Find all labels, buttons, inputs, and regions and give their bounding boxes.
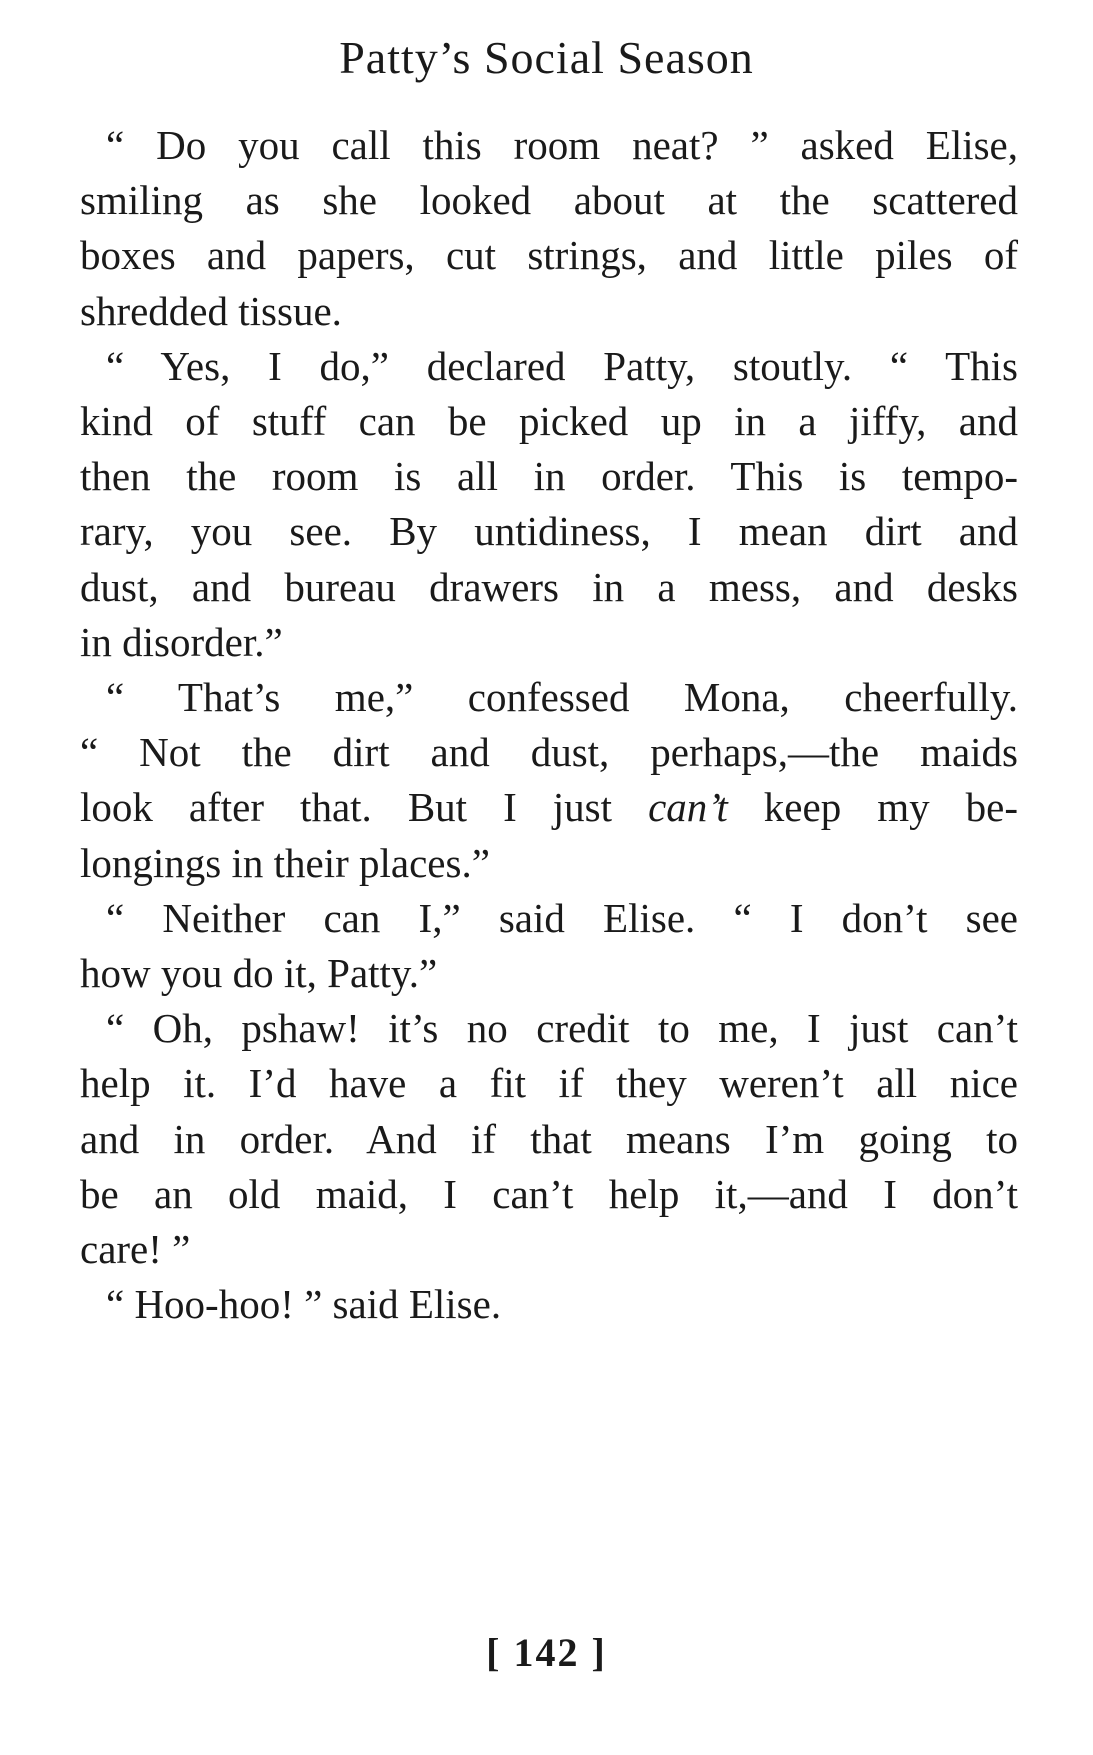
text-line: in disorder.” <box>80 618 283 665</box>
running-head: Patty’s Social Season <box>339 32 754 83</box>
paragraph <box>54 1001 1018 1277</box>
text-line: “ Oh, pshaw! it’s no credit to me, I just can’t <box>106 1005 1018 1052</box>
text-line: rary, you see. By untidiness, I mean dirt and <box>80 508 1018 555</box>
text-line-with-italic <box>54 780 1018 835</box>
page-number: [ 142 ] <box>486 1630 607 1675</box>
text-line: kind of stuff can be picked up in a jiffy, and <box>80 398 1018 445</box>
text-run: look after that. But I just <box>80 784 649 831</box>
text-line: “ Hoo-hoo! ” said Elise. <box>106 1281 502 1328</box>
paragraph <box>54 891 1018 1001</box>
paragraph <box>54 670 1018 891</box>
text-line: smiling as she looked about at the scattered <box>80 177 1018 224</box>
text-line: and in order. And if that means I’m going to <box>80 1115 1018 1162</box>
text-line: “ That’s me,” confessed Mona, cheerfully. <box>106 674 1018 721</box>
text-line: dust, and bureau drawers in a mess, and desks <box>80 563 1018 610</box>
paragraph <box>54 118 1018 339</box>
text-line: “ Do you call this room neat? ” asked Elise, <box>106 122 1018 168</box>
text-line: then the room is all in order. This is tempo- <box>80 453 1018 500</box>
text-line: longings in their places.” <box>80 839 490 886</box>
text-line: be an old maid, I can’t help it,—and I don’t <box>80 1170 1018 1217</box>
paragraph <box>54 339 1018 670</box>
text-line: help it. I’d have a fit if they weren’t all nice <box>80 1060 1018 1107</box>
text-run: keep my be- <box>727 784 1019 831</box>
text-line: how you do it, Patty.” <box>80 950 438 997</box>
italic-word: can’t <box>648 784 728 831</box>
text-line: “ Neither can I,” said Elise. “ I don’t see <box>106 894 1018 941</box>
body-text <box>54 118 1018 1332</box>
text-line: “ Not the dirt and dust, perhaps,—the maids <box>80 729 1018 776</box>
text-line: care! ” <box>80 1226 191 1273</box>
text-line: shredded tissue. <box>80 287 342 334</box>
text-line: boxes and papers, cut strings, and little piles of <box>80 232 1018 279</box>
paragraph <box>54 1277 1018 1332</box>
text-line: “ Yes, I do,” declared Patty, stoutly. “ This <box>106 342 1018 389</box>
